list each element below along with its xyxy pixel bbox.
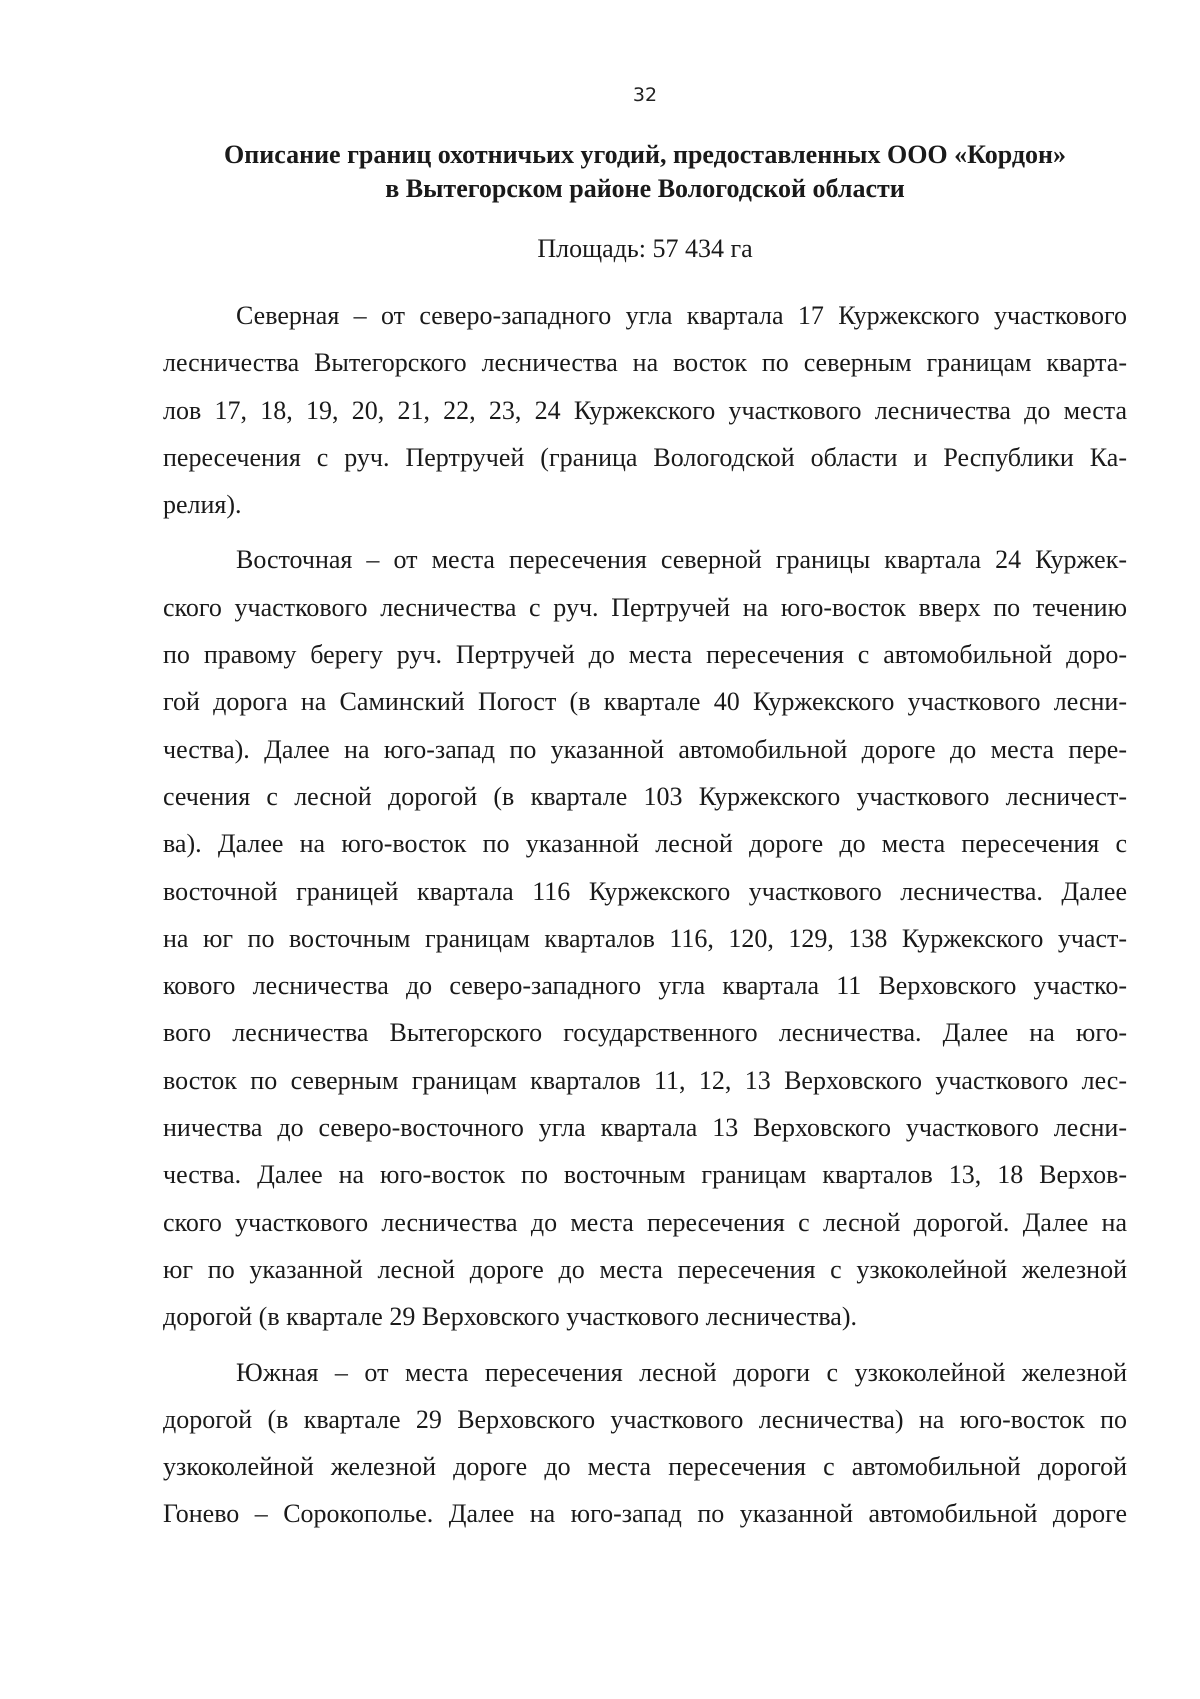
text-line: чества). Далее на юго-запад по указанной автомобильной дороге до места пере- xyxy=(163,734,1127,764)
text-line: ва). Далее на юго-восток по указанной лесной дороге до места пересечения с xyxy=(163,829,1127,859)
text-line: вого лесничества Вытегорского государственного лесничества. Далее на юго- xyxy=(163,1018,1127,1048)
paragraph-north xyxy=(163,292,1127,528)
document-title xyxy=(160,138,1130,206)
text-line: на юг по восточным границам кварталов 116, 120, 129, 138 Куржекского участ- xyxy=(163,923,1127,953)
text-line: узкоколейной железной дороге до места пересечения с автомобильной дорогой xyxy=(163,1452,1127,1482)
text-line: гой дорога на Саминский Погост (в квартале 40 Куржекского участкового лесни- xyxy=(163,687,1127,717)
text-line: Восточная – от места пересечения северной границы квартала 24 Куржек- xyxy=(236,545,1127,575)
title-line-1: Описание границ охотничьих угодий, предоставленных ООО «Кордон» xyxy=(224,140,1066,169)
text-line: лов 17, 18, 19, 20, 21, 22, 23, 24 Куржекского участкового лесничества до места xyxy=(163,395,1127,425)
text-line: релия). xyxy=(163,490,242,520)
text-line: юг по указанной лесной дороге до места пересечения с узкоколейной железной xyxy=(163,1254,1127,1284)
text-line: чества. Далее на юго-восток по восточным границам кварталов 13, 18 Верхов- xyxy=(163,1160,1127,1190)
boundary-description xyxy=(163,292,1127,1546)
paragraph-east xyxy=(163,536,1127,1340)
page-number: 32 xyxy=(632,84,658,106)
text-line: Южная – от места пересечения лесной дороги с узкоколейной железной xyxy=(236,1357,1127,1387)
text-line: ского участкового лесничества с руч. Пертручей на юго-восток вверх по течению xyxy=(163,592,1127,622)
text-line: по правому берегу руч. Пертручей до места пересечения с автомобильной доро- xyxy=(163,640,1127,670)
text-line: ского участкового лесничества до места пересечения с лесной дорогой. Далее на xyxy=(163,1207,1127,1237)
text-line: восточной границей квартала 116 Куржекского участкового лесничества. Далее xyxy=(163,876,1127,906)
paragraph-south xyxy=(163,1349,1127,1538)
title-line-2: в Вытегорском районе Вологодской области xyxy=(385,174,905,203)
text-line: ничества до северо-восточного угла квартала 13 Верховского участкового лесни- xyxy=(163,1113,1127,1143)
text-line: Северная – от северо-западного угла квартала 17 Куржекского участкового xyxy=(236,301,1127,330)
text-line: лесничества Вытегорского лесничества на восток по северным границам кварта- xyxy=(163,348,1127,378)
text-line: восток по северным границам кварталов 11, 12, 13 Верховского участкового лес- xyxy=(163,1065,1127,1095)
text-line: сечения с лесной дорогой (в квартале 103 Куржекского участкового лесничест- xyxy=(163,781,1127,811)
area-value: Площадь: 57 434 га xyxy=(537,234,753,263)
text-line: кового лесничества до северо-западного угла квартала 11 Верховского участко- xyxy=(163,971,1127,1001)
text-line: пересечения с руч. Пертручей (граница Вологодской области и Республики Ка- xyxy=(163,442,1127,472)
text-line: дорогой (в квартале 29 Верховского участкового лесничества) на юго-восток по xyxy=(163,1404,1127,1434)
text-line: дорогой (в квартале 29 Верховского участкового лесничества). xyxy=(163,1302,857,1332)
text-line: Гонево – Сорокополье. Далее на юго-запад по указанной автомобильной дороге xyxy=(163,1499,1127,1529)
